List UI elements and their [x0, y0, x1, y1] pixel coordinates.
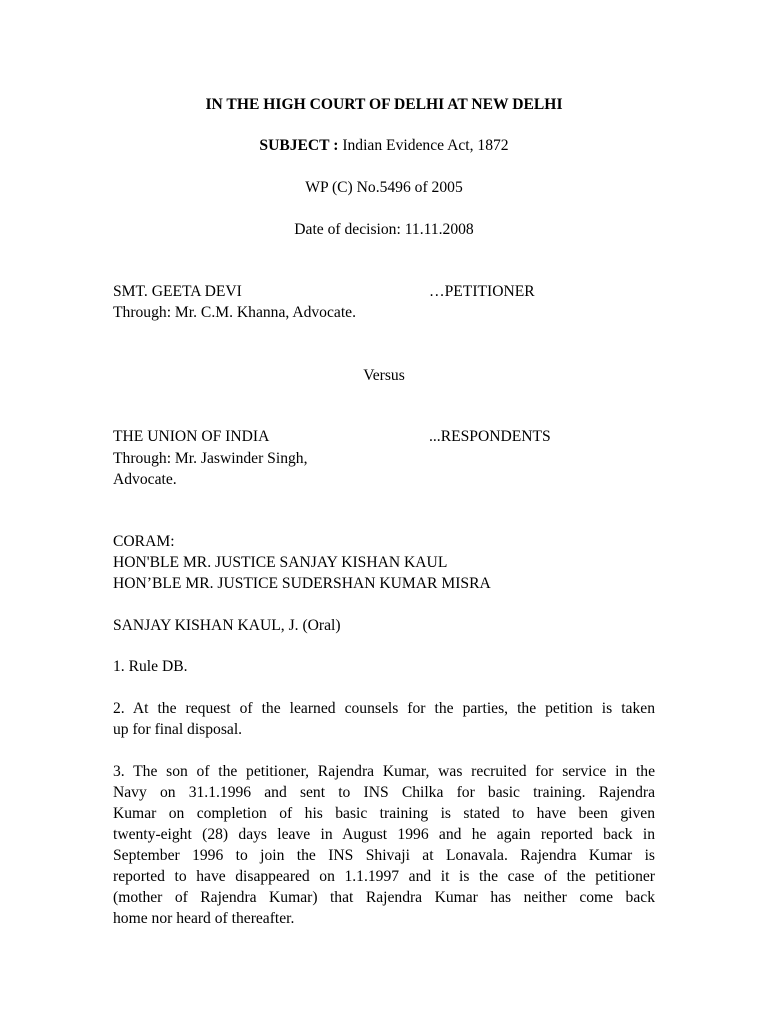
petitioner-counsel: Through: Mr. C.M. Khanna, Advocate. — [113, 304, 356, 321]
petitioner-name: SMT. GEETA DEVI — [113, 283, 242, 300]
subject-value: Indian Evidence Act, 1872 — [342, 137, 509, 154]
paragraph-line: up for final disposal. — [113, 721, 243, 738]
versus-label: Versus — [363, 367, 405, 384]
respondent-name: THE UNION OF INDIA — [113, 428, 270, 445]
paragraph-line: September 1996 to join the INS Shivaji at Lonavala. Rajendra Kumar is — [113, 847, 655, 864]
paragraph-3 — [113, 761, 655, 929]
paragraph-line: home nor heard of thereafter. — [113, 910, 295, 927]
paragraph-line: 3. The son of the petitioner, Rajendra Kumar, was recruited for service in the — [113, 763, 655, 780]
respondent-role: ...RESPONDENTS — [429, 428, 551, 445]
paragraph-line: twenty-eight (28) days leave in August 1996 and he again reported back in — [113, 826, 655, 843]
judgment-author: SANJAY KISHAN KAUL, J. (Oral) — [113, 617, 341, 634]
case-number: WP (C) No.5496 of 2005 — [305, 179, 463, 196]
paragraph-line: Navy on 31.1.1996 and sent to INS Chilka for basic training. Rajendra — [113, 784, 655, 801]
paragraph-2 — [113, 698, 655, 740]
paragraph-line: (mother of Rajendra Kumar) that Rajendra Kumar has neither come back — [113, 889, 655, 906]
paragraph-line: 1. Rule DB. — [113, 658, 188, 675]
subject-line — [0, 135, 768, 156]
respondent-counsel-line-2: Advocate. — [113, 471, 177, 488]
paragraph-line: reported to have disappeared on 1.1.1997 and it is the case of the petitioner — [113, 868, 655, 885]
paragraph-line: 2. At the request of the learned counsels for the parties, the petition is taken — [113, 700, 655, 717]
subject-label: SUBJECT : — [259, 137, 339, 154]
decision-date: Date of decision: 11.11.2008 — [294, 221, 474, 238]
paragraph-line: Kumar on completion of his basic training is stated to have been given — [113, 805, 655, 822]
paragraph-1 — [113, 656, 655, 677]
petitioner-role: …PETITIONER — [429, 283, 535, 300]
court-title: IN THE HIGH COURT OF DELHI AT NEW DELHI — [205, 96, 563, 113]
coram-judge-1: HON'BLE MR. JUSTICE SANJAY KISHAN KAUL — [113, 554, 448, 571]
coram-judge-2: HON’BLE MR. JUSTICE SUDERSHAN KUMAR MISRA — [113, 575, 491, 592]
coram-label: CORAM: — [113, 533, 175, 550]
respondent-counsel-line-1: Through: Mr. Jaswinder Singh, — [113, 450, 308, 467]
